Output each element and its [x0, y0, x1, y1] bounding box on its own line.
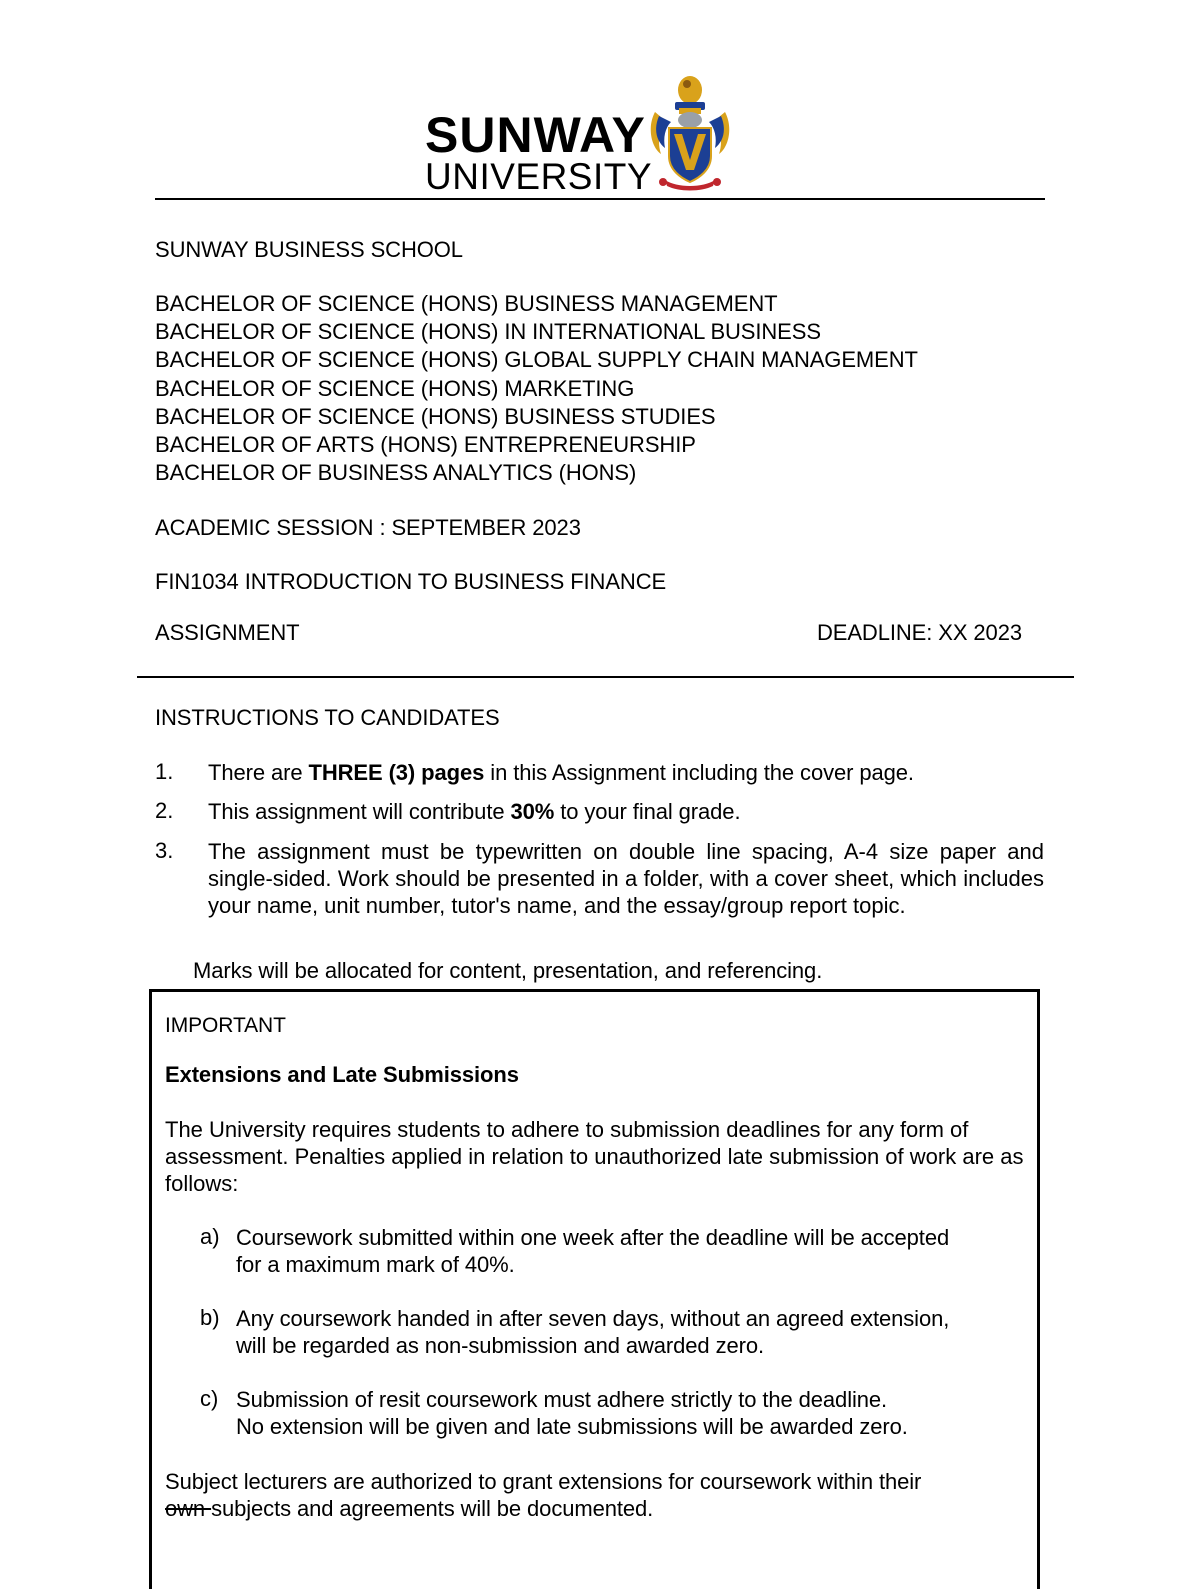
important-heading: Extensions and Late Submissions [165, 1062, 519, 1087]
instruction-text: This assignment will contribute 30% to your final grade. [208, 799, 741, 824]
top-divider [155, 198, 1045, 200]
instructions-title: INSTRUCTIONS TO CANDIDATES [155, 705, 500, 730]
university-logo [425, 72, 730, 197]
assessment-type: ASSIGNMENT [155, 620, 300, 645]
programme-item: BACHELOR OF ARTS (HONS) ENTREPRENEURSHIP [155, 432, 696, 458]
programme-item: BACHELOR OF SCIENCE (HONS) IN INTERNATIONAL BUSINESS [155, 319, 821, 345]
instruction-number: 1. [155, 759, 174, 784]
rule-label: a) [200, 1224, 220, 1249]
instruction-emphasis: THREE (3) pages [308, 760, 485, 785]
rule-item-c [0, 1386, 1100, 1446]
instruction-number: 2. [155, 798, 174, 823]
rule-text: Coursework submitted within one week after the deadline will be accepted for a maximum mark of 40%. [236, 1225, 950, 1277]
logo-word-university: UNIVERSITY [425, 156, 653, 197]
programme-item: BACHELOR OF BUSINESS ANALYTICS (HONS) [155, 460, 637, 486]
course-title: FIN1034 INTRODUCTION TO BUSINESS FINANCE [155, 569, 667, 594]
instruction-text: The assignment must be typewritten on double line spacing, A-4 size paper and single-sided. Work should be presented in a folder, with a cover sheet, which includes your name, unit number, tutor's name, and the essay/group report topic. [208, 839, 1044, 918]
deadline: DEADLINE: XX 2023 [817, 620, 1022, 645]
programme-item: BACHELOR OF SCIENCE (HONS) MARKETING [155, 375, 635, 401]
academic-session: ACADEMIC SESSION : SEPTEMBER 2023 [155, 515, 581, 540]
logo-word-sunway: SUNWAY [425, 107, 646, 163]
struck-text: own [165, 1496, 212, 1521]
closing-paragraph: Subject lecturers are authorized to grant extensions for coursework within their own subjects and agreements will be documented. [165, 1469, 922, 1521]
rule-label: c) [200, 1386, 219, 1411]
rule-text: Any coursework handed in after seven days, without an agreed extension, will be regarded as non-submission and awarded zero. [236, 1306, 950, 1358]
programme-list [155, 290, 918, 487]
programme-item: BACHELOR OF SCIENCE (HONS) GLOBAL SUPPLY CHAIN MANAGEMENT [155, 347, 918, 373]
programme-item: BACHELOR OF SCIENCE (HONS) BUSINESS MANAGEMENT [155, 291, 778, 316]
instruction-number: 3. [155, 838, 174, 863]
header-divider [137, 676, 1074, 678]
important-intro: The University requires students to adhere to submission deadlines for any form of assessment. Penalties applied in relation to unauthorized late submission of work are as follows: [165, 1117, 1024, 1196]
university-crest-icon [647, 72, 733, 192]
rule-text: Submission of resit coursework must adhere strictly to the deadline. No extension will be given and late submissions will be awarded zero. [236, 1387, 908, 1439]
rule-item-a [0, 1224, 1100, 1284]
instruction-text: There are THREE (3) pages in this Assignment including the cover page. [208, 760, 914, 785]
school-name: SUNWAY BUSINESS SCHOOL [155, 237, 463, 262]
important-label: IMPORTANT [165, 1014, 286, 1037]
rule-label: b) [200, 1305, 220, 1330]
programme-item: BACHELOR OF SCIENCE (HONS) BUSINESS STUDIES [155, 403, 716, 429]
rule-item-b [0, 1305, 1100, 1365]
instruction-emphasis: 30% [510, 799, 555, 824]
marks-note: Marks will be allocated for content, presentation, and referencing. [193, 958, 823, 983]
